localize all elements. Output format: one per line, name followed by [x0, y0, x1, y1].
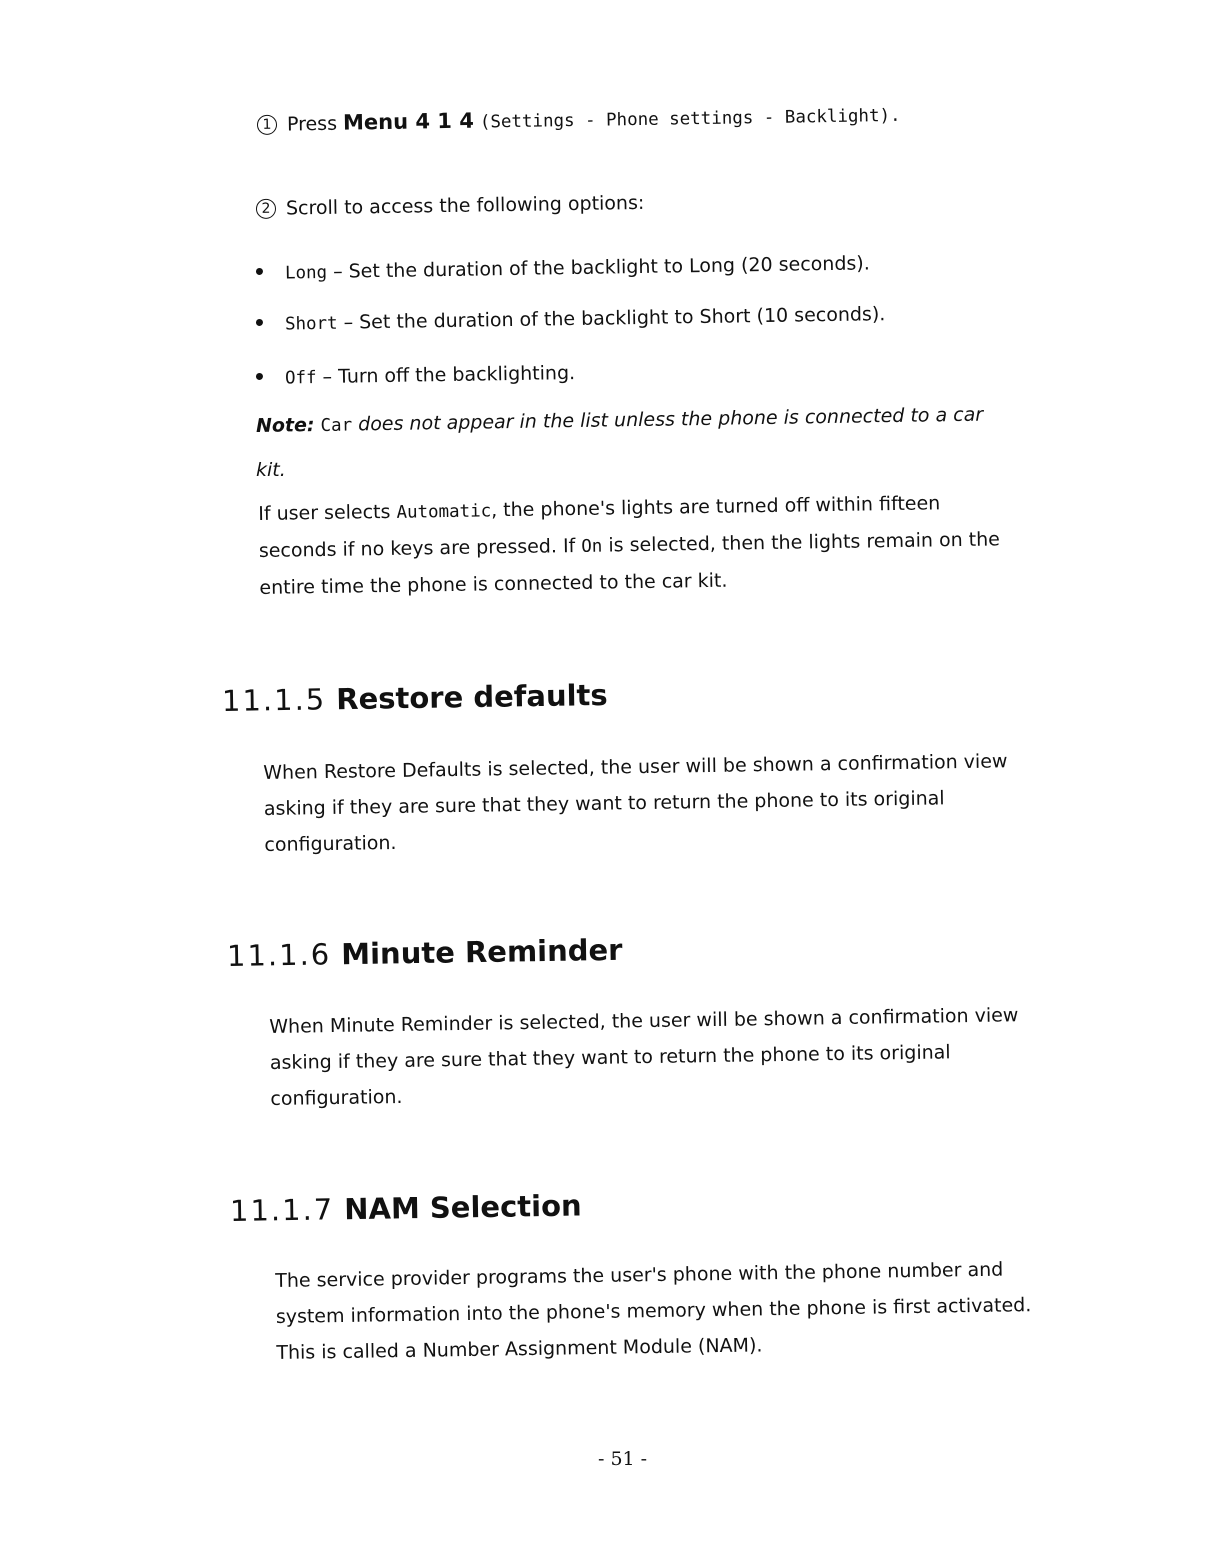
- section-title: NAM Selection: [343, 1188, 582, 1227]
- minute-reminder-paragraph: [269, 997, 1020, 1117]
- paragraph-line: asking if they are sure that they want to return the phone to its original: [263, 787, 945, 820]
- paragraph-line: When Minute Reminder is selected, the user will be shown a confirmation view: [269, 1004, 1019, 1038]
- step-1-menu-path: (Settings - Phone settings - Backlight).: [479, 105, 901, 133]
- note-code: Car: [320, 415, 353, 436]
- heading-nam-selection: [230, 1188, 582, 1228]
- option-description: – Turn off the backlighting.: [316, 361, 576, 389]
- note: [256, 404, 983, 438]
- paragraph-line: asking if they are sure that they want to return the phone to its original: [269, 1041, 951, 1074]
- text-run: seconds if no keys are pressed. If: [258, 534, 582, 562]
- text-run: , the phone's lights are turned off within fifteen: [490, 492, 941, 522]
- step-2-text: Scroll to access the following options:: [285, 191, 645, 220]
- code-on: On: [581, 536, 603, 557]
- option-off: [256, 362, 575, 390]
- option-description: – Set the duration of the backlight to Long (20 seconds).: [326, 252, 870, 283]
- paragraph-line: The service provider programs the user's phone with the phone number and: [275, 1258, 1004, 1292]
- option-short: [256, 303, 886, 336]
- section-number: 11.1.6: [226, 937, 332, 973]
- bullet-icon: [256, 268, 263, 275]
- note-label: Note:: [255, 414, 315, 437]
- paragraph-line: This is called a Number Assignment Module (NAM).: [276, 1334, 763, 1364]
- paragraph-line: When Restore Defaults is selected, the user will be shown a confirmation view: [263, 750, 1008, 784]
- step-2-number: 2: [256, 199, 276, 219]
- section-number: 11.1.5: [221, 682, 327, 718]
- code-automatic: Automatic: [396, 501, 492, 523]
- text-run: If user selects: [258, 500, 397, 525]
- section-title: Restore defaults: [335, 677, 608, 717]
- restore-defaults-paragraph: [263, 743, 1009, 863]
- step-1-prefix: Press: [286, 112, 344, 136]
- heading-restore-defaults: [222, 678, 608, 718]
- note-text-end: kit.: [256, 459, 286, 481]
- step-1-number: 1: [257, 115, 277, 135]
- option-name: Long: [284, 262, 328, 284]
- section-title: Minute Reminder: [340, 932, 623, 972]
- bullet-icon: [256, 373, 263, 380]
- note-continued: [256, 459, 286, 482]
- option-name: Off: [284, 368, 317, 389]
- note-text: does not appear in the list unless the phone is connected to a car: [351, 403, 984, 436]
- option-description: – Set the duration of the backlight to Short (10 seconds).: [337, 303, 886, 334]
- paragraph-line: entire time the phone is connected to the car kit.: [259, 569, 728, 599]
- option-long: [256, 252, 870, 285]
- step-2: [256, 192, 645, 221]
- option-name: Short: [284, 313, 338, 335]
- section-number: 11.1.7: [229, 1192, 335, 1228]
- nam-selection-paragraph: [275, 1251, 1032, 1371]
- text-run: is selected, then the lights remain on the: [602, 528, 1001, 557]
- page-number: - 51 -: [598, 1448, 648, 1470]
- bullet-icon: [256, 319, 263, 326]
- paragraph-line: configuration.: [270, 1085, 403, 1110]
- paragraph-line: configuration.: [264, 831, 397, 856]
- paragraph-line: system information into the phone's memory when the phone is first activated.: [275, 1294, 1032, 1328]
- step-1: [257, 102, 901, 137]
- automatic-paragraph: [258, 484, 1001, 606]
- heading-minute-reminder: [227, 933, 623, 973]
- step-1-menu-keys: Menu 4 1 4: [342, 108, 475, 135]
